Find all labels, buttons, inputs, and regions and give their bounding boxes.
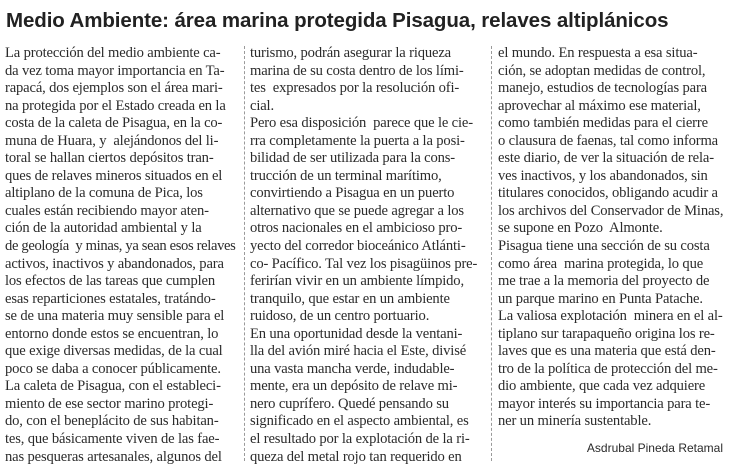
text-line: toral se hallan ciertos depósitos tran- (5, 150, 214, 167)
text-line: miento de ese sector marino protegi- (5, 395, 214, 412)
article-headline: Medio Ambiente: área marina protegida Pisagua, relaves altiplánicos (6, 9, 669, 32)
text-line: este diario, de ver la situación de rela- (498, 150, 714, 167)
text-line: mayor interés su importancia para te- (498, 395, 711, 412)
text-line: convirtiendo a Pisagua en un puerto (250, 185, 455, 202)
text-line: La protección del medio ambiente ca- (5, 45, 221, 61)
column-divider (244, 46, 245, 461)
text-line: los efectos de las tareas que cumplen (5, 273, 216, 290)
text-line: marina de su costa dentro de los lími- (250, 62, 464, 79)
text-line: muna de Huara, y alejándonos del li- (5, 132, 219, 149)
text-line: nas pesqueras artesanales, algunos del (5, 448, 222, 465)
text-line: ques de relaves mineros situados en el (5, 167, 223, 184)
text-line: Pero esa disposición parece que le cie- (250, 115, 473, 132)
text-line: o clausura de faenas, tal como informa (498, 132, 719, 149)
text-line: como también medidas para el cierre (498, 115, 708, 132)
text-line: tiplano sur tarapaqueño origina los re- (498, 325, 715, 342)
text-line: tro de la política de protección del me- (498, 360, 718, 377)
text-line: dio ambiente, que cada vez adquiere (498, 378, 706, 395)
text-line: el resultado por la explotación de la ri- (250, 431, 470, 448)
text-line: manejo, estudios de tecnologías para (498, 80, 707, 97)
text-line: co- Pacífico. Tal vez los pisagüinos pre- (250, 255, 478, 272)
text-line: laves que es una materia que está den- (498, 343, 716, 360)
column-divider (491, 46, 492, 461)
text-line: como área marina protegida, lo que (498, 255, 704, 272)
article-column-3 (498, 45, 730, 431)
text-line: rra completamente la puerta a la posi- (250, 132, 465, 149)
text-line: ner un minería sustentable. (498, 413, 652, 430)
text-line: da vez toma mayor importancia en Ta- (5, 62, 225, 79)
text-line: aprovechar al máximo ese material, (498, 97, 701, 114)
text-line: los archivos del Conservador de Minas, (498, 202, 724, 219)
article-column-2 (250, 45, 482, 466)
text-line: La caleta de Pisagua, con el estableci- (5, 378, 221, 395)
text-line: ruidoso, de un centro portuario. (250, 308, 430, 325)
text-line: rapacá, dos ejemplos son el área mari- (5, 80, 223, 97)
text-line: cial. (250, 97, 274, 114)
text-line: La valiosa explotación minera en el al- (498, 308, 723, 325)
text-line: cuales están recibiendo mayor aten- (5, 202, 209, 219)
text-line: mente, era un depósito de relave mi- (250, 378, 458, 395)
text-line: altiplano de la comuna de Pica, los (5, 185, 203, 202)
text-line: poco se daba a conocer públicamente. (5, 360, 221, 377)
text-line: significado en el aspecto ambiental, es (250, 413, 469, 430)
text-line: una vasta mancha verde, indudable- (250, 360, 455, 377)
text-line: activos, inactivos y abandonados, para (5, 255, 224, 272)
text-line: na protegida por el Estado creada en la (5, 97, 226, 114)
text-line: queza del metal rojo tan requerido en (250, 448, 462, 465)
text-line: el mundo. En respuesta a esa situa- (498, 45, 698, 61)
text-line: ves inactivos, y los abandonados, sin (498, 167, 708, 184)
article-column-1 (5, 45, 237, 466)
text-line: se supone en Pozo Almonte. (498, 220, 663, 237)
text-line: tes, que básicamente viven de las fae- (5, 431, 220, 448)
text-line: Pisagua tiene una sección de su costa (498, 238, 710, 255)
text-line: bilidad de ser utilizada para la cons- (250, 150, 456, 167)
text-line: trucción de un terminal marítimo, (250, 167, 442, 184)
text-line: tes expresados por la resolución ofi- (250, 80, 460, 97)
text-line: titulares conocidos, obligando acudir a (498, 185, 718, 202)
text-line: se de una materia muy sensible para el (5, 308, 225, 325)
text-line: ción, se adoptan medidas de control, (498, 62, 706, 79)
text-line: lla del avión miré hacia el Este, divisé (250, 343, 467, 360)
text-line: alternativo que se puede agregar a los (250, 202, 464, 219)
text-line: nero cuprífero. Quedé pensando su (250, 395, 449, 412)
text-line: entorno donde estos se encuentran, lo (5, 325, 219, 342)
text-line: do, con el beneplácito de sus habitan- (5, 413, 219, 430)
text-line: un parque marino en Punta Patache. (498, 290, 703, 307)
text-line: que exige diversas medidas, de la cual (5, 343, 223, 360)
author-signature: Asdrubal Pineda Retamal (586, 441, 723, 455)
text-line: tranquilo, que estar en un ambiente (250, 290, 450, 307)
text-line: esas reparticiones estatales, tratándo- (5, 290, 216, 307)
text-line: otros nacionales en el ambicioso pro- (250, 220, 463, 237)
text-line: En una oportunidad desde la ventani- (250, 325, 463, 342)
text-line: yecto del corredor bioceánico Atlánti- (250, 238, 466, 255)
text-line: turismo, podrán asegurar la riqueza (250, 45, 452, 61)
text-line: me trae a la memoria del proyecto de (498, 273, 710, 290)
text-line: ferirían vivir en un ambiente límpido, (250, 273, 464, 290)
text-line: costa de la caleta de Pisagua, en la co- (5, 115, 223, 132)
text-line: de geología y minas, ya sean esos relaves (5, 238, 236, 255)
text-line: ción de la autoridad ambiental y la (5, 220, 202, 237)
